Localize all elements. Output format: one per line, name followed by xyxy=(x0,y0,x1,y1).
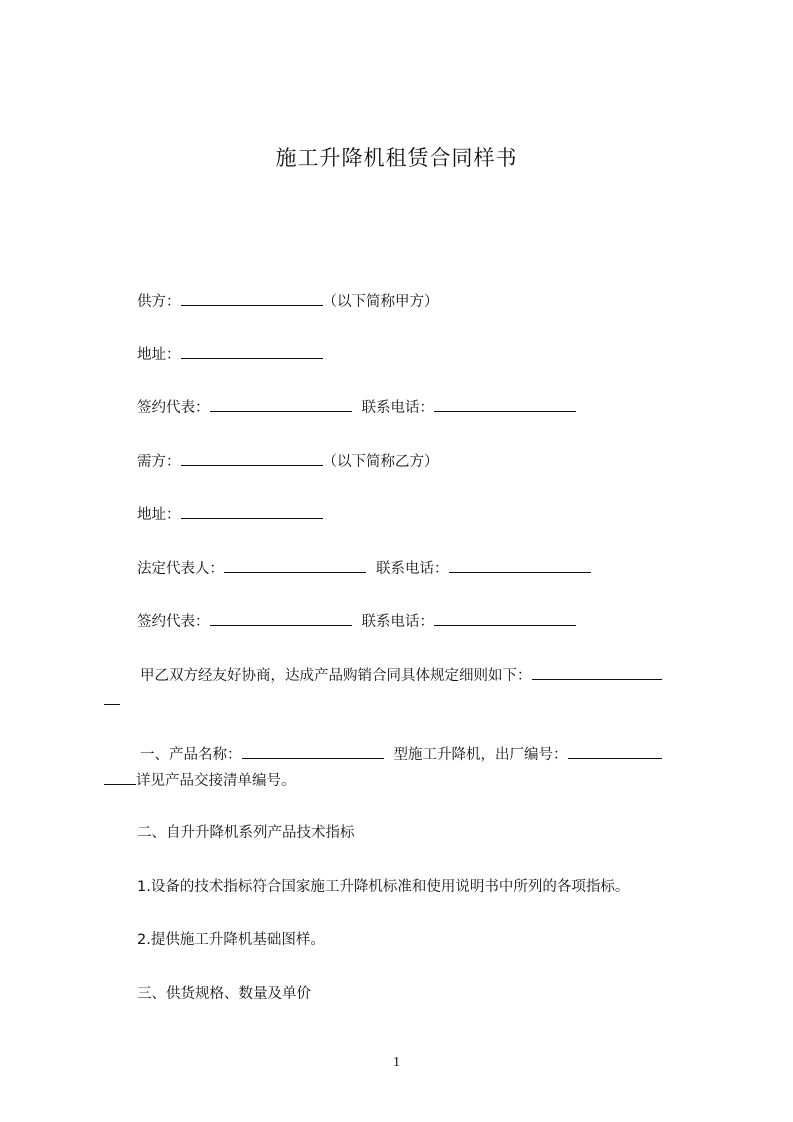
buyer-signer-blank xyxy=(210,611,352,626)
legal-rep-phone-label: 联系电话： xyxy=(376,561,449,577)
clause1-line xyxy=(140,744,662,765)
intro-blank-cont xyxy=(104,690,120,705)
legal-rep-blank xyxy=(224,558,366,573)
supplier-phone-label: 联系电话： xyxy=(361,400,434,416)
page-number: 1 xyxy=(393,1055,400,1070)
clause1-suffix: 详见产品交接清单编号。 xyxy=(136,773,296,789)
legal-rep-line xyxy=(137,558,591,579)
supplier-address-line xyxy=(137,344,323,365)
buyer-address-blank xyxy=(181,504,323,519)
buyer-line xyxy=(137,451,439,472)
buyer-signer-label: 签约代表： xyxy=(137,614,210,630)
legal-rep-phone-blank xyxy=(449,558,591,573)
supplier-signer-blank xyxy=(210,397,352,412)
legal-rep-label: 法定代表人： xyxy=(137,561,224,577)
serial-number-blank xyxy=(568,744,662,759)
supplier-line xyxy=(137,291,439,312)
product-name-blank xyxy=(242,744,384,759)
intro-blank xyxy=(532,665,662,680)
clause1-prefix: 一、产品名称： xyxy=(140,747,242,763)
clause2-item2: 2.提供施工升降机基础图样。 xyxy=(137,932,325,948)
supplier-signer-label: 签约代表： xyxy=(137,400,210,416)
clause3-heading: 三、供货规格、数量及单价 xyxy=(137,986,311,1002)
intro-continuation xyxy=(104,690,120,711)
buyer-blank xyxy=(181,451,323,466)
clause2-item1: 1.设备的技术指标符合国家施工升降机标准和使用说明书中所列的各项指标。 xyxy=(137,879,630,895)
serial-number-blank-cont xyxy=(104,770,136,785)
clause1-continuation xyxy=(104,770,296,791)
buyer-phone-label: 联系电话： xyxy=(361,614,434,630)
buyer-label: 需方： xyxy=(137,454,181,470)
document-title: 施工升降机租赁合同样书 xyxy=(275,146,518,170)
supplier-blank xyxy=(181,291,323,306)
buyer-signer-line xyxy=(137,611,576,632)
intro-line xyxy=(140,665,662,686)
supplier-label: 供方： xyxy=(137,294,181,310)
supplier-note: （以下简称甲方） xyxy=(322,294,439,310)
intro-text: 甲乙双方经友好协商，达成产品购销合同具体规定细则如下： xyxy=(140,668,532,684)
clause1-middle: 型施工升降机，出厂编号： xyxy=(393,747,568,763)
buyer-phone-blank xyxy=(434,611,576,626)
clause2-heading: 二、自升升降机系列产品技术指标 xyxy=(137,825,355,841)
supplier-phone-blank xyxy=(434,397,576,412)
buyer-note: （以下简称乙方） xyxy=(322,454,439,470)
buyer-address-label: 地址： xyxy=(137,507,181,523)
supplier-address-blank xyxy=(181,344,323,359)
supplier-address-label: 地址： xyxy=(137,347,181,363)
supplier-signer-line xyxy=(137,397,576,418)
buyer-address-line xyxy=(137,504,323,525)
